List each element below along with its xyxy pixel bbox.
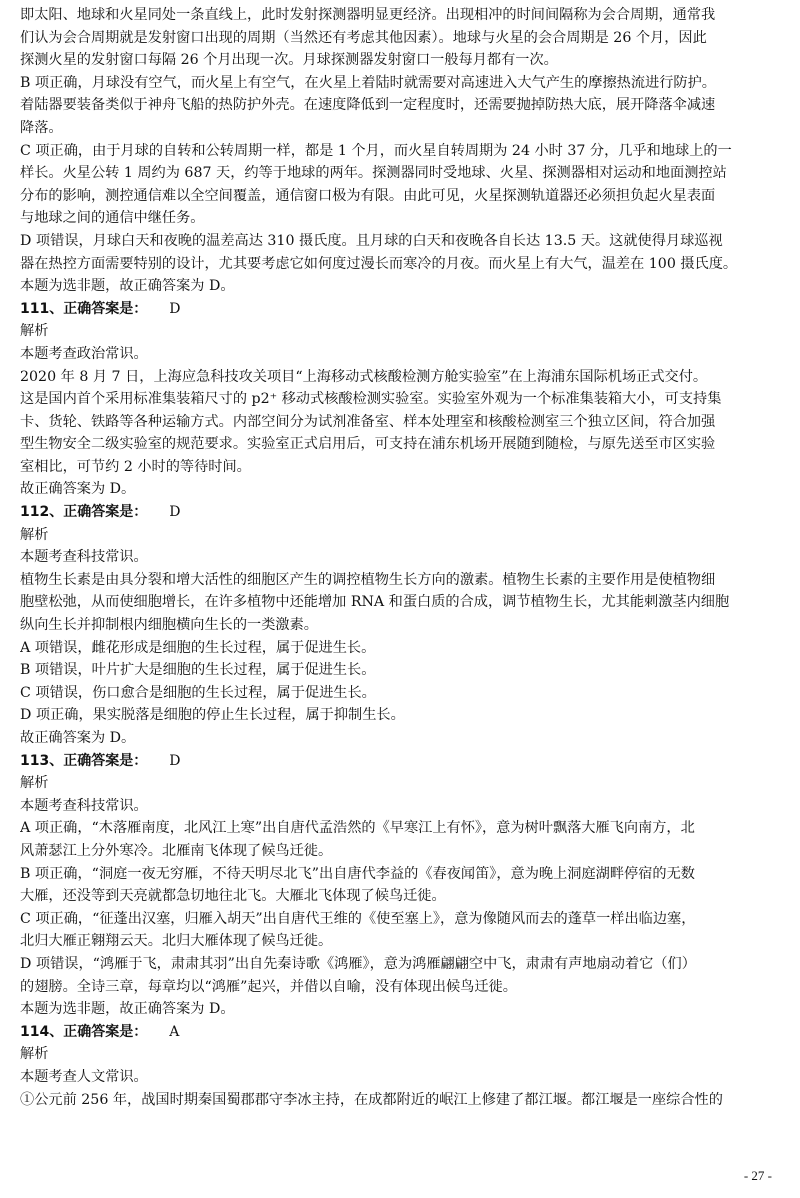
text-line: 样长。火星公转 1 周约为 687 天，约等于地球的两年。探测器同时受地球、火星、探测器相对运动和地面测控站 <box>20 165 727 182</box>
answer-letter: D <box>169 752 181 769</box>
text-line: 本题考查科技常识。 <box>20 797 148 814</box>
text-line: 这是国内首个采用标准集装箱尺寸的 p2⁺ 移动式核酸检测实验室。实验室外观为一个标准集装箱大小，可支持集 <box>20 391 722 408</box>
text-line: 器在热控方面需要特别的设计，尤其要考虑它如何度过漫长而寒冷的月夜。而火星上有大气，温差在 100 摄氏度。 <box>20 255 738 272</box>
text-line: 即太阳、地球和火星同处一条直线上，此时发射探测器明显更经济。出现相冲的时间间隔称为会合周期，通常我 <box>20 7 716 23</box>
text-line: ①公元前 256 年，战国时期秦国蜀郡郡守李冰主持，在成都附近的岷江上修建了都江堰。都江堰是一座综合性的 <box>20 1091 723 1108</box>
text-line: 大雁，还没等到天亮就都急切地往北飞。大雁北飞体现了候鸟迁徙。 <box>20 888 446 905</box>
answer-heading <box>20 1021 780 1044</box>
text-line: 胞壁松弛，从而使细胞增长，在许多植物中还能增加 RNA 和蛋白质的合成，调节植物生长，尤其能刺激茎内细胞 <box>20 594 730 611</box>
answer-label: 112、正确答案是： <box>20 504 148 521</box>
text-line: D 项错误，“鸿雁于飞，肃肃其羽”出自先秦诗歌《鸿雁》，意为鸿雁翩翩空中飞，肃肃有声地扇动着它（们） <box>20 955 696 972</box>
text-line: 分布的影响，测控通信难以全空间覆盖，通信窗口极为有限。由此可见，火星探测轨道器还必须担负起火星表面 <box>20 187 716 204</box>
text-line: 本题考查科技常识。 <box>20 549 148 566</box>
text-line: A 项错误，雌花形成是细胞的生长过程，属于促进生长。 <box>20 639 376 656</box>
text-line: 解析 <box>20 1046 49 1063</box>
text-line: 室相比，可节约 2 小时的等待时间。 <box>20 458 251 475</box>
answer-letter: A <box>169 1023 180 1040</box>
text-line: 探测火星的发射窗口每隔 26 个月出现一次。月球探测器发射窗口一般每月都有一次。 <box>20 52 558 69</box>
text-line: D 项错误，月球白天和夜晚的温差高达 310 摄氏度。且月球的白天和夜晚各自长达 13.5 天。这就使得月球巡视 <box>20 232 723 249</box>
text-line: B 项正确，月球没有空气，而火星上有空气，在火星上着陆时就需要对高速进入大气产生的摩擦热流进行防护。 <box>20 74 716 91</box>
text-line: 故正确答案为 D。 <box>20 481 136 498</box>
text-line: 降落。 <box>20 119 63 136</box>
text-line: C 项正确，由于月球的自转和公转周期一样，都是 1 个月，而火星自转周期为 24 小时 37 分，几乎和地球上的一 <box>20 142 732 159</box>
text-line: B 项正确，“洞庭一夜无穷雁，不待天明尽北飞”出自唐代李益的《春夜闻笛》，意为晚上洞庭湖畔停宿的无数 <box>20 865 695 882</box>
text-line: B 项错误，叶片扩大是细胞的生长过程，属于促进生长。 <box>20 662 376 679</box>
text-line: 本题为选非题，故正确答案为 D。 <box>20 278 235 295</box>
text-line: C 项正确，“征蓬出汉塞，归雁入胡天”出自唐代王维的《使至塞上》，意为像随风而去的蓬草一样出临边塞， <box>20 910 696 927</box>
document-body <box>20 4 780 1111</box>
text-line: A 项正确，“木落雁南度，北风江上寒”出自唐代孟浩然的《早寒江上有怀》，意为树叶飘落大雁飞向南方，北 <box>20 820 695 837</box>
answer-heading <box>20 298 780 321</box>
text-line: 解析 <box>20 323 49 340</box>
text-line: 解析 <box>20 526 49 543</box>
text-line: 们认为会合周期就是发射窗口出现的周期（当然还有考虑其他因素）。地球与火星的会合周期是 26 个月，因此 <box>20 29 707 46</box>
text-line: 北归大雁正翱翔云天。北归大雁体现了候鸟迁徙。 <box>20 933 333 950</box>
page-number: - 27 - <box>743 1168 772 1183</box>
text-line: 2020 年 8 月 7 日，上海应急科技攻关项目“上海移动式核酸检测方舱实验室”在上海浦东国际机场正式交付。 <box>20 368 708 385</box>
text-line: 解析 <box>20 775 49 792</box>
text-line: 与地球之间的通信中继任务。 <box>20 210 205 227</box>
text-line: 本题为选非题，故正确答案为 D。 <box>20 1001 235 1018</box>
text-line: 型生物安全二级实验室的规范要求。实验室正式启用后，可支持在浦东机场开展随到随检，与原先送至市区实验 <box>20 436 716 453</box>
answer-heading <box>20 501 780 524</box>
text-line: 本题考查政治常识。 <box>20 345 148 362</box>
text-line: 故正确答案为 D。 <box>20 730 136 746</box>
answer-label: 113、正确答案是： <box>20 752 148 769</box>
text-line: 本题考查人文常识。 <box>20 1068 148 1085</box>
text-line: 卡、货轮、铁路等各种运输方式。内部空间分为试剂准备室、样本处理室和核酸检测室三个独立区间，符合加强 <box>20 413 716 430</box>
answer-label: 111、正确答案是： <box>20 300 148 317</box>
text-line: C 项错误，伤口愈合是细胞的生长过程，属于促进生长。 <box>20 684 376 701</box>
text-line: 风萧瑟江上分外寒冷。北雁南飞体现了候鸟迁徙。 <box>20 842 333 859</box>
answer-letter: D <box>169 504 181 521</box>
text-line: D 项正确，果实脱落是细胞的停止生长过程，属于抑制生长。 <box>20 707 405 724</box>
text-line: 着陆器要装备类似于神舟飞船的热防护外壳。在速度降低到一定程度时，还需要抛掉防热大底，展开降落伞减速 <box>20 97 716 114</box>
answer-label: 114、正确答案是： <box>20 1023 148 1040</box>
text-line: 植物生长素是由具分裂和增大活性的细胞区产生的调控植物生长方向的激素。植物生长素的主要作用是使植物细 <box>20 571 716 588</box>
text-line: 的翅膀。全诗三章，每章均以“鸿雁”起兴，并借以自喻，没有体现出候鸟迁徙。 <box>20 978 517 995</box>
answer-letter: D <box>169 300 181 317</box>
answer-heading <box>20 750 780 773</box>
text-line: 纵向生长并抑制根内细胞横向生长的一类激素。 <box>20 617 318 634</box>
